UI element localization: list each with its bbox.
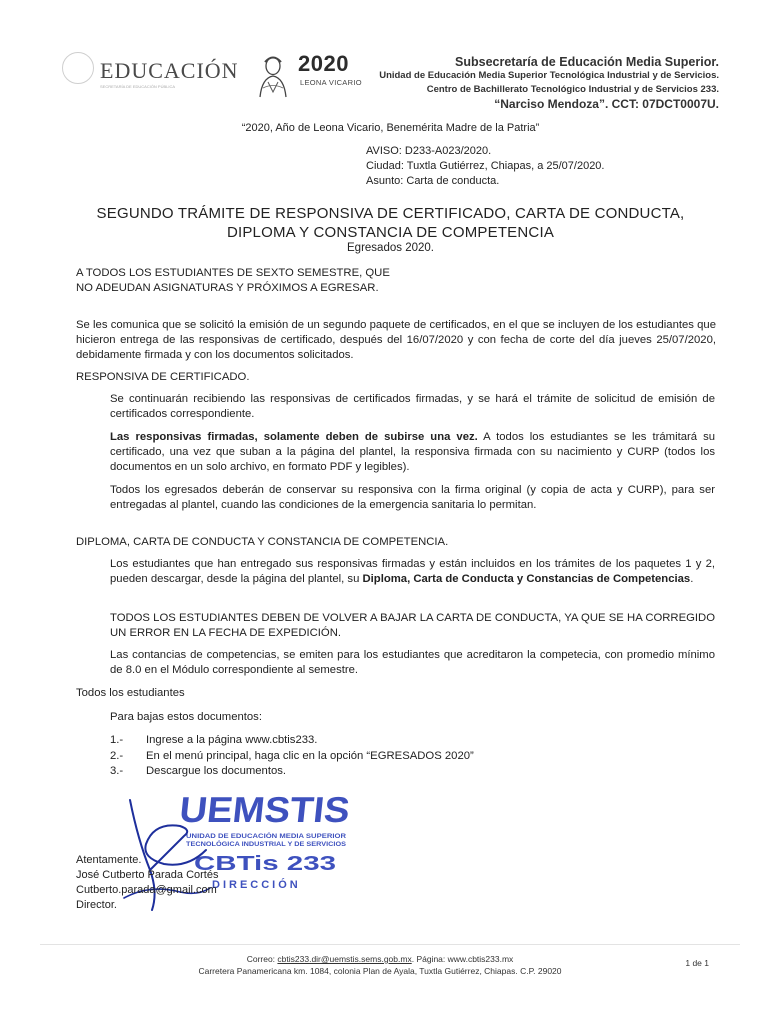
section-diploma-heading: DIPLOMA, CARTA DE CONDUCTA Y CONSTANCIA DE COMPETENCIA. xyxy=(76,536,449,548)
footer-email-link[interactable]: cbtis233.dir@uemstis.sems.gob.mx xyxy=(277,954,412,964)
asunto-value: Carta de conducta. xyxy=(403,175,500,187)
closing: Atentamente. xyxy=(76,854,142,866)
intro-paragraph: Se les comunica que se solicitó la emisión de un segundo paquete de certificados, en el que se incluyen de los estudiantes que hicieron entrega de las responsivas de certificado, después del 16/07/2020 y con fecha de corte del día jueves 25/07/2020, debidamente firmada y con los documentos solicitados. xyxy=(76,319,716,361)
ciudad-label: Ciudad: xyxy=(366,160,404,172)
footer-address: Carretera Panamericana km. 1084, colonia Plan de Ayala, Tuxtla Gutiérrez, Chiapas. C.P. 29020 xyxy=(198,966,562,976)
all-students-label: Todos los estudiantes xyxy=(76,687,185,699)
list-item xyxy=(110,749,670,765)
section-responsiva-heading: RESPONSIVA DE CERTIFICADO. xyxy=(76,371,250,383)
responsiva-paragraph-1: Se continuarán recibiendo las responsivas de certificados firmadas, y se hará el trámite de solicitud de emisión de certificados correspondiente. xyxy=(110,393,715,420)
asunto-label: Asunto: xyxy=(366,175,404,187)
responsiva-paragraph-2-rest: A todos los estudiantes se les trámitará su certificado, una vez que suban a la página del plantel, la responsiva firmada con su nacimiento y CURP (todos los documentos en un solo archivo, en formato PDF y legibles). xyxy=(110,431,715,473)
diploma-documents-bold: Diploma, Carta de Conducta y Constancias de Competencias xyxy=(362,573,691,585)
header-line-2: Unidad de Educación Media Superior Tecnológica Industrial y de Servicios. xyxy=(379,70,719,81)
stamp-title: UEMSTIS xyxy=(177,789,342,830)
step-text: Ingrese a la página www.cbtis233. xyxy=(146,734,318,746)
educacion-logo-text: EDUCACIÓN xyxy=(100,58,239,83)
aviso-label: AVISO: xyxy=(366,145,402,157)
document-subtitle: Egresados 2020. xyxy=(347,242,434,254)
step-text: Descargue los documentos. xyxy=(146,765,287,777)
diploma-paragraph-1-end: . xyxy=(690,573,694,585)
diploma-paragraph-3: Las contancias de competencias, se emiten para los estudiantes que acreditaron la competecia, con promedio mínimo de 8.0 en el Módulo correspondiente al semestre. xyxy=(110,649,715,676)
step-number: 3.- xyxy=(110,765,124,777)
title-line-1: SEGUNDO TRÁMITE DE RESPONSIVA DE CERTIFICADO, CARTA DE CONDUCTA, xyxy=(96,205,685,222)
responsiva-bold-note: Las responsivas firmadas, solamente deben de subirse una vez. xyxy=(110,431,478,443)
addressee: A TODOS LOS ESTUDIANTES DE SEXTO SEMESTRE, QUE NO ADEUDAN ASIGNATURAS Y PRÓXIMOS A EGRESAR. xyxy=(76,267,390,294)
diploma-paragraph-1 xyxy=(110,557,715,587)
footer-divider xyxy=(40,944,740,945)
year-2020-logo: 2020 xyxy=(298,51,349,76)
leona-vicario-portrait-icon xyxy=(256,52,290,98)
ciudad-value: Tuxtla Gutiérrez, Chiapas, a 25/07/2020. xyxy=(403,160,605,172)
footer xyxy=(80,953,680,977)
diploma-paragraph-2: TODOS LOS ESTUDIANTES DEBEN DE VOLVER A BAJAR LA CARTA DE CONDUCTA, YA QUE SE HA CORREGIDO UN ERROR EN LA FECHA DE EXPEDICIÓN. xyxy=(110,612,715,639)
leona-vicario-caption: LEONA VICARIO xyxy=(300,78,362,87)
list-item xyxy=(110,764,670,780)
step-number: 2.- xyxy=(110,749,124,762)
step-number: 1.- xyxy=(110,734,124,746)
header-line-4: “Narciso Mendoza”. CCT: 07DCT0007U. xyxy=(494,97,719,111)
director-email: Cutberto.parada@gmail.com xyxy=(76,884,217,896)
download-steps-list xyxy=(110,733,670,780)
page-number: 1 de 1 xyxy=(685,958,709,968)
educacion-logo-subtext: SECRETARÍA DE EDUCACIÓN PÚBLICA xyxy=(100,84,176,89)
responsiva-paragraph-2 xyxy=(110,430,715,475)
sep-seal-logo xyxy=(62,52,94,84)
stamp-line-3: TECNOLÓGICA INDUSTRIAL Y DE SERVICIOS xyxy=(186,841,329,848)
download-intro: Para bajas estos documentos: xyxy=(110,711,262,723)
list-item xyxy=(110,733,670,749)
diploma-paragraph-1-start: Los estudiantes que han entregado sus responsivas firmadas y están incluidos en los trámites de los paquetes 1 y 2, pueden descargar, desde la página del plantel, su xyxy=(110,558,715,585)
footer-email-label: Correo: xyxy=(246,954,278,964)
year-motto: “2020, Año de Leona Vicario, Benemérita Madre de la Patria” xyxy=(241,122,540,134)
notice-metadata xyxy=(366,144,604,189)
stamp-cbtis: CBTis 233 xyxy=(194,853,336,875)
aviso-value: D233-A023/2020. xyxy=(401,145,492,157)
director-role: Director. xyxy=(76,899,117,911)
document-title xyxy=(0,204,781,242)
responsiva-paragraph-3: Todos los egresados deberán de conservar su responsiva con la firma original (y copia de acta y CURP), para ser entregadas al plantel, cuando las condiciones de la emergencia sanitaria lo permitan. xyxy=(110,484,715,511)
stamp-direccion: DIRECCIÓN xyxy=(212,879,301,891)
footer-website: . Página: www.cbtis233.mx xyxy=(411,954,514,964)
director-name: José Cutberto Parada Cortés xyxy=(76,869,219,881)
header-line-1: Subsecretaría de Educación Media Superior. xyxy=(455,55,719,69)
signature-block xyxy=(76,853,218,913)
header-line-3: Centro de Bachillerato Tecnológico Industrial y de Servicios 233. xyxy=(426,84,719,95)
stamp-line-2: UNIDAD DE EDUCACIÓN MEDIA SUPERIOR xyxy=(186,833,322,840)
title-line-2: DIPLOMA Y CONSTANCIA DE COMPETENCIA xyxy=(226,224,555,241)
step-text: En el menú principal, haga clic en la opción “EGRESADOS 2020” xyxy=(146,749,474,762)
institution-header xyxy=(379,55,719,111)
